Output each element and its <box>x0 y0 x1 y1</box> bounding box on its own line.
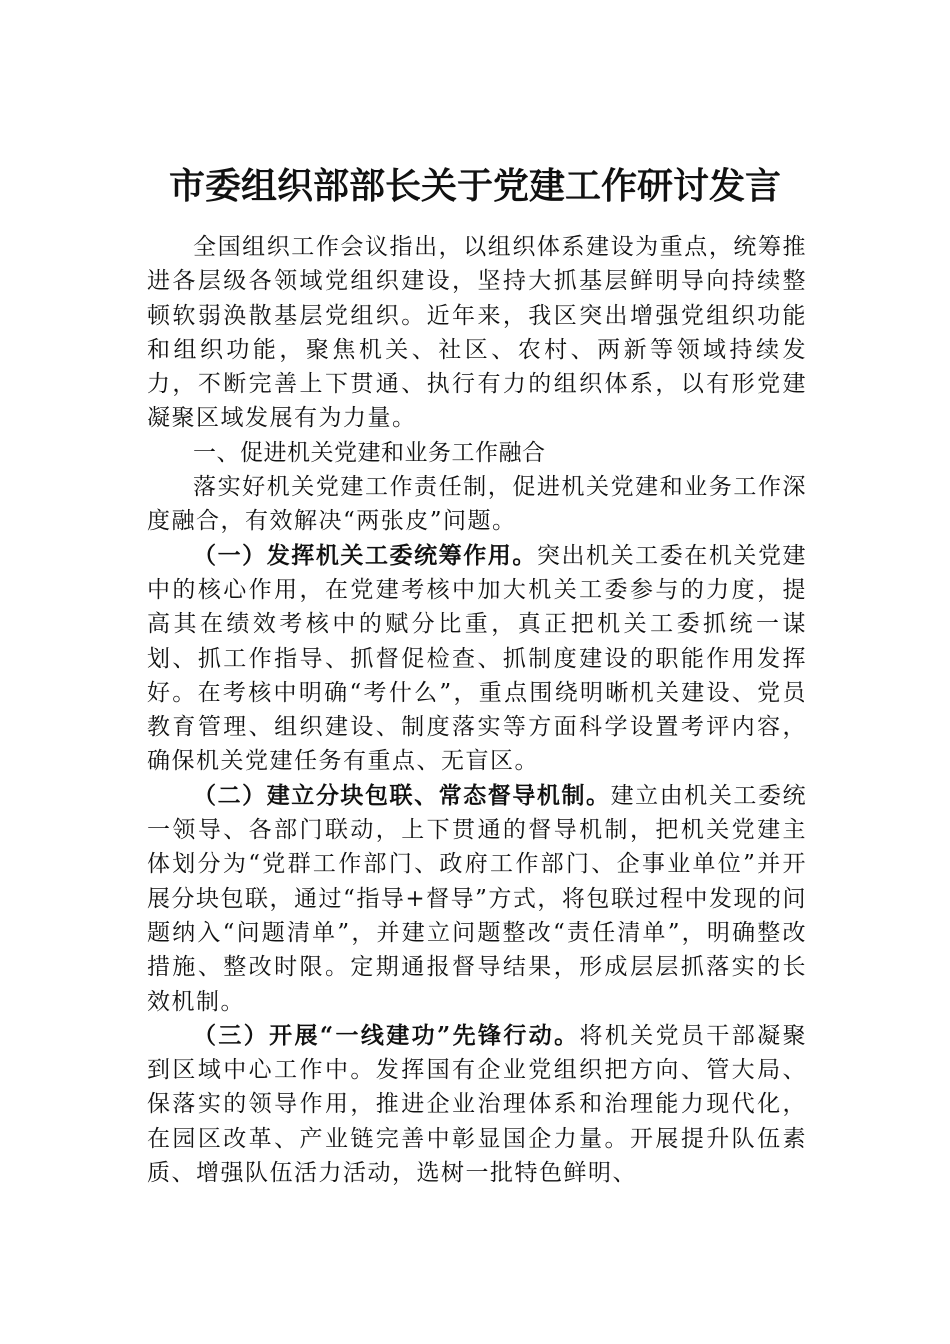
section-summary-paragraph: 落实好机关党建工作责任制，促进机关党建和业务工作深度融合，有效解决“两张皮”问题。 <box>147 474 807 535</box>
subsection-paragraph-3 <box>147 1019 807 1190</box>
subsection-heading-3: （三）开展“一线建功”先锋行动。 <box>193 1021 580 1049</box>
section-heading: 一、促进机关党建和业务工作融合 <box>193 439 546 466</box>
subsection-text-1: 突出机关工委在机关党建中的核心作用，在党建考核中加大机关工委参与的力度，提高其在绩效考核中的赋分比重，真正把机关工委抓统一谋划、抓工作指导、抓督促检查、抓制度建设的职能作用发挥好。在考核中明确“考什么”，重点围绕明晰机关建设、党员教育管理、组织建设、制度落实等方面科学设置考评内容，确保机关党建任务有重点、无盲区。 <box>147 542 807 775</box>
subsection-text-3: 将机关党员干部凝聚到区域中心工作中。发挥国有企业党组织把方向、管大局、保落实的领导作用，推进企业治理体系和治理能力现代化，在园区改革、产业链完善中彰显国企力量。开展提升队伍素质、增强队伍活力活动，选树一批特色鲜明、 <box>147 1022 807 1187</box>
document-title: 市委组织部部长关于党建工作研讨发言 <box>168 165 781 207</box>
subsection-heading-2: （二）建立分块包联、常态督导机制。 <box>193 781 611 809</box>
intro-paragraph: 全国组织工作会议指出，以组织体系建设为重点，统筹推进各层级各领域党组织建设，坚持大抓基层鲜明导向持续整顿软弱涣散基层党组织。近年来，我区突出增强党组织功能和组织功能，聚焦机关、社区、农村、两新等领域持续发力，不断完善上下贯通、执行有力的组织体系，以有形党建凝聚区域发展有为力量。 <box>147 234 807 432</box>
subsection-paragraph-2 <box>147 779 807 1019</box>
document-body <box>147 230 807 1190</box>
subsection-paragraph-1 <box>147 539 807 779</box>
subsection-heading-1: （一）发挥机关工委统筹作用。 <box>193 541 537 569</box>
subsection-text-2: 建立由机关工委统一领导、各部门联动，上下贯通的督导机制，把机关党建主体划分为“党群工作部门、政府工作部门、企事业单位”并开展分块包联，通过“指导+督导”方式，将包联过程中发现的问题纳入“问题清单”，并建立问题整改“责任清单”，明确整改措施、整改时限。定期通报督导结果，形成层层抓落实的长效机制。 <box>147 782 807 1015</box>
